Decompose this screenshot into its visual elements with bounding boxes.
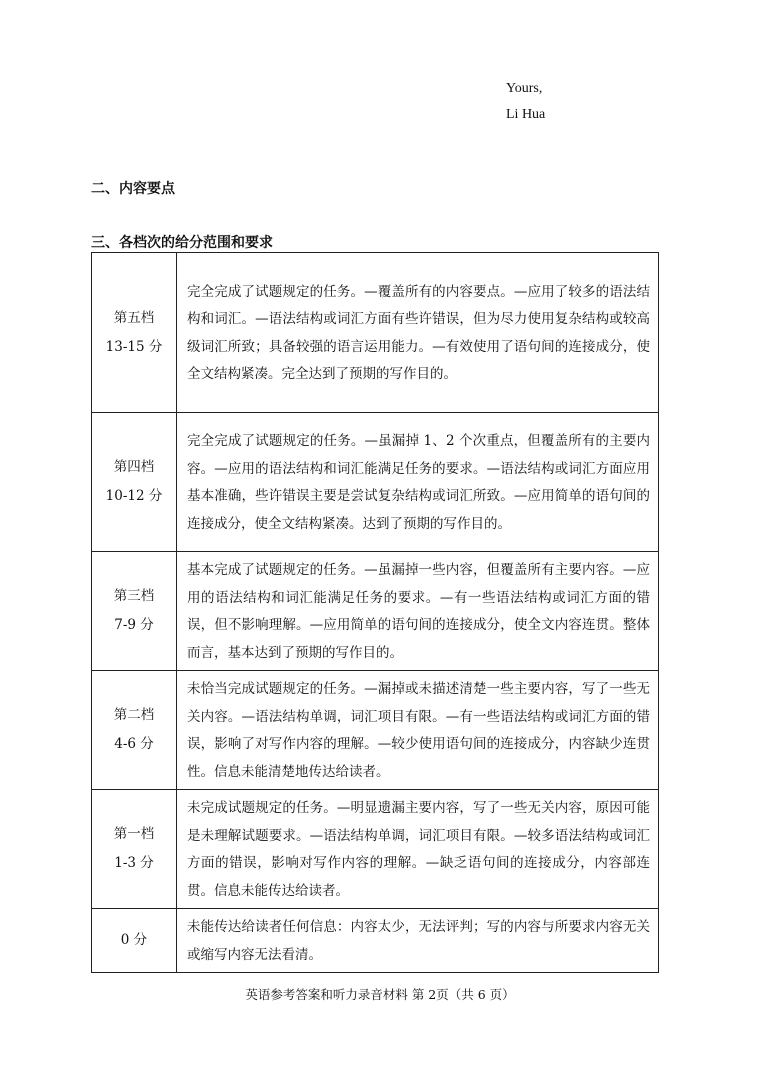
level-cell: [92, 253, 177, 413]
signature-name: Li Hua: [506, 107, 546, 122]
level-cell: [92, 909, 177, 973]
level-description: 完全完成了试题规定的任务。—虽漏掉 1、2 个次重点，但覆盖所有的主要内容。—应用的语法结构和词汇能满足任务的要求。—语法结构或词汇方面应用基本准确，些许错误主要是尝试复杂结构或词汇所致。—应用简单的语句间的连接成分，使全文结构紧凑。达到了预期的写作目的。: [177, 413, 659, 552]
level-name: 第四档: [113, 459, 155, 475]
table-row: [92, 790, 659, 909]
level-name: 第三档: [113, 588, 155, 604]
level-score-range: 4-6 分: [114, 736, 154, 752]
closing-line: Yours,: [506, 81, 543, 96]
letter-closing: [506, 76, 545, 128]
level-name: 第五档: [113, 309, 155, 326]
level-name: 第二档: [113, 707, 155, 723]
level-score-range: 7-9 分: [114, 617, 154, 633]
level-cell: [92, 790, 177, 909]
page-footer: 英语参考答案和听力录音材料 第 2页（共 6 页）: [245, 987, 515, 1002]
level-score-range: 1-3 分: [114, 855, 154, 871]
table-row: [92, 671, 659, 790]
level-description: 未能传达给读者任何信息：内容太少，无法评判；写的内容与所要求内容无关或缩写内容无法看清。: [177, 909, 659, 973]
level-score-range: 10-12 分: [105, 488, 163, 504]
level-cell: [92, 413, 177, 552]
level-name: 第一档: [113, 826, 155, 842]
level-description: 未恰当完成试题规定的任务。—漏掉或未描述清楚一些主要内容，写了一些无关内容。—语法结构单调，词汇项目有限。—有一些语法结构或词汇方面的错误，影响了对写作内容的理解。—较少使用语句间的连接成分，内容缺少连贯性。信息未能清楚地传达给读者。: [177, 671, 659, 790]
table-row: [92, 909, 659, 973]
level-score-range: 13-15 分: [105, 338, 163, 355]
section-heading-score-levels: 三、各档次的给分范围和要求: [91, 235, 273, 251]
level-description: 未完成试题规定的任务。—明显遗漏主要内容，写了一些无关内容，原因可能是未理解试题要求。—语法结构单调，词汇项目有限。—较多语法结构或词汇方面的错误，影响对写作内容的理解。—缺乏语句间的连接成分，内容部连贯。信息未能传达给读者。: [177, 790, 659, 909]
level-cell: [92, 671, 177, 790]
level-score-range: 0 分: [120, 932, 148, 948]
level-description: 基本完成了试题规定的任务。—虽漏掉一些内容，但覆盖所有主要内容。—应用的语法结构和词汇能满足任务的要求。—有一些语法结构或词汇方面的错误，但不影响理解。—应用简单的语句间的连接成分，使全文内容连贯。整体而言，基本达到了预期的写作目的。: [177, 552, 659, 671]
level-description: 完全完成了试题规定的任务。—覆盖所有的内容要点。—应用了较多的语法结构和词汇。—语法结构或词汇方面有些许错误，但为尽力使用复杂结构或较高级词汇所致；具备较强的语言运用能力。—有效使用了语句间的连接成分，使全文结构紧凑。完全达到了预期的写作目的。: [177, 253, 659, 413]
scoring-table: [91, 252, 659, 973]
table-row: [92, 552, 659, 671]
section-heading-content-points: 二、内容要点: [91, 181, 175, 197]
level-cell: [92, 552, 177, 671]
table-row: [92, 253, 659, 413]
table-row: [92, 413, 659, 552]
